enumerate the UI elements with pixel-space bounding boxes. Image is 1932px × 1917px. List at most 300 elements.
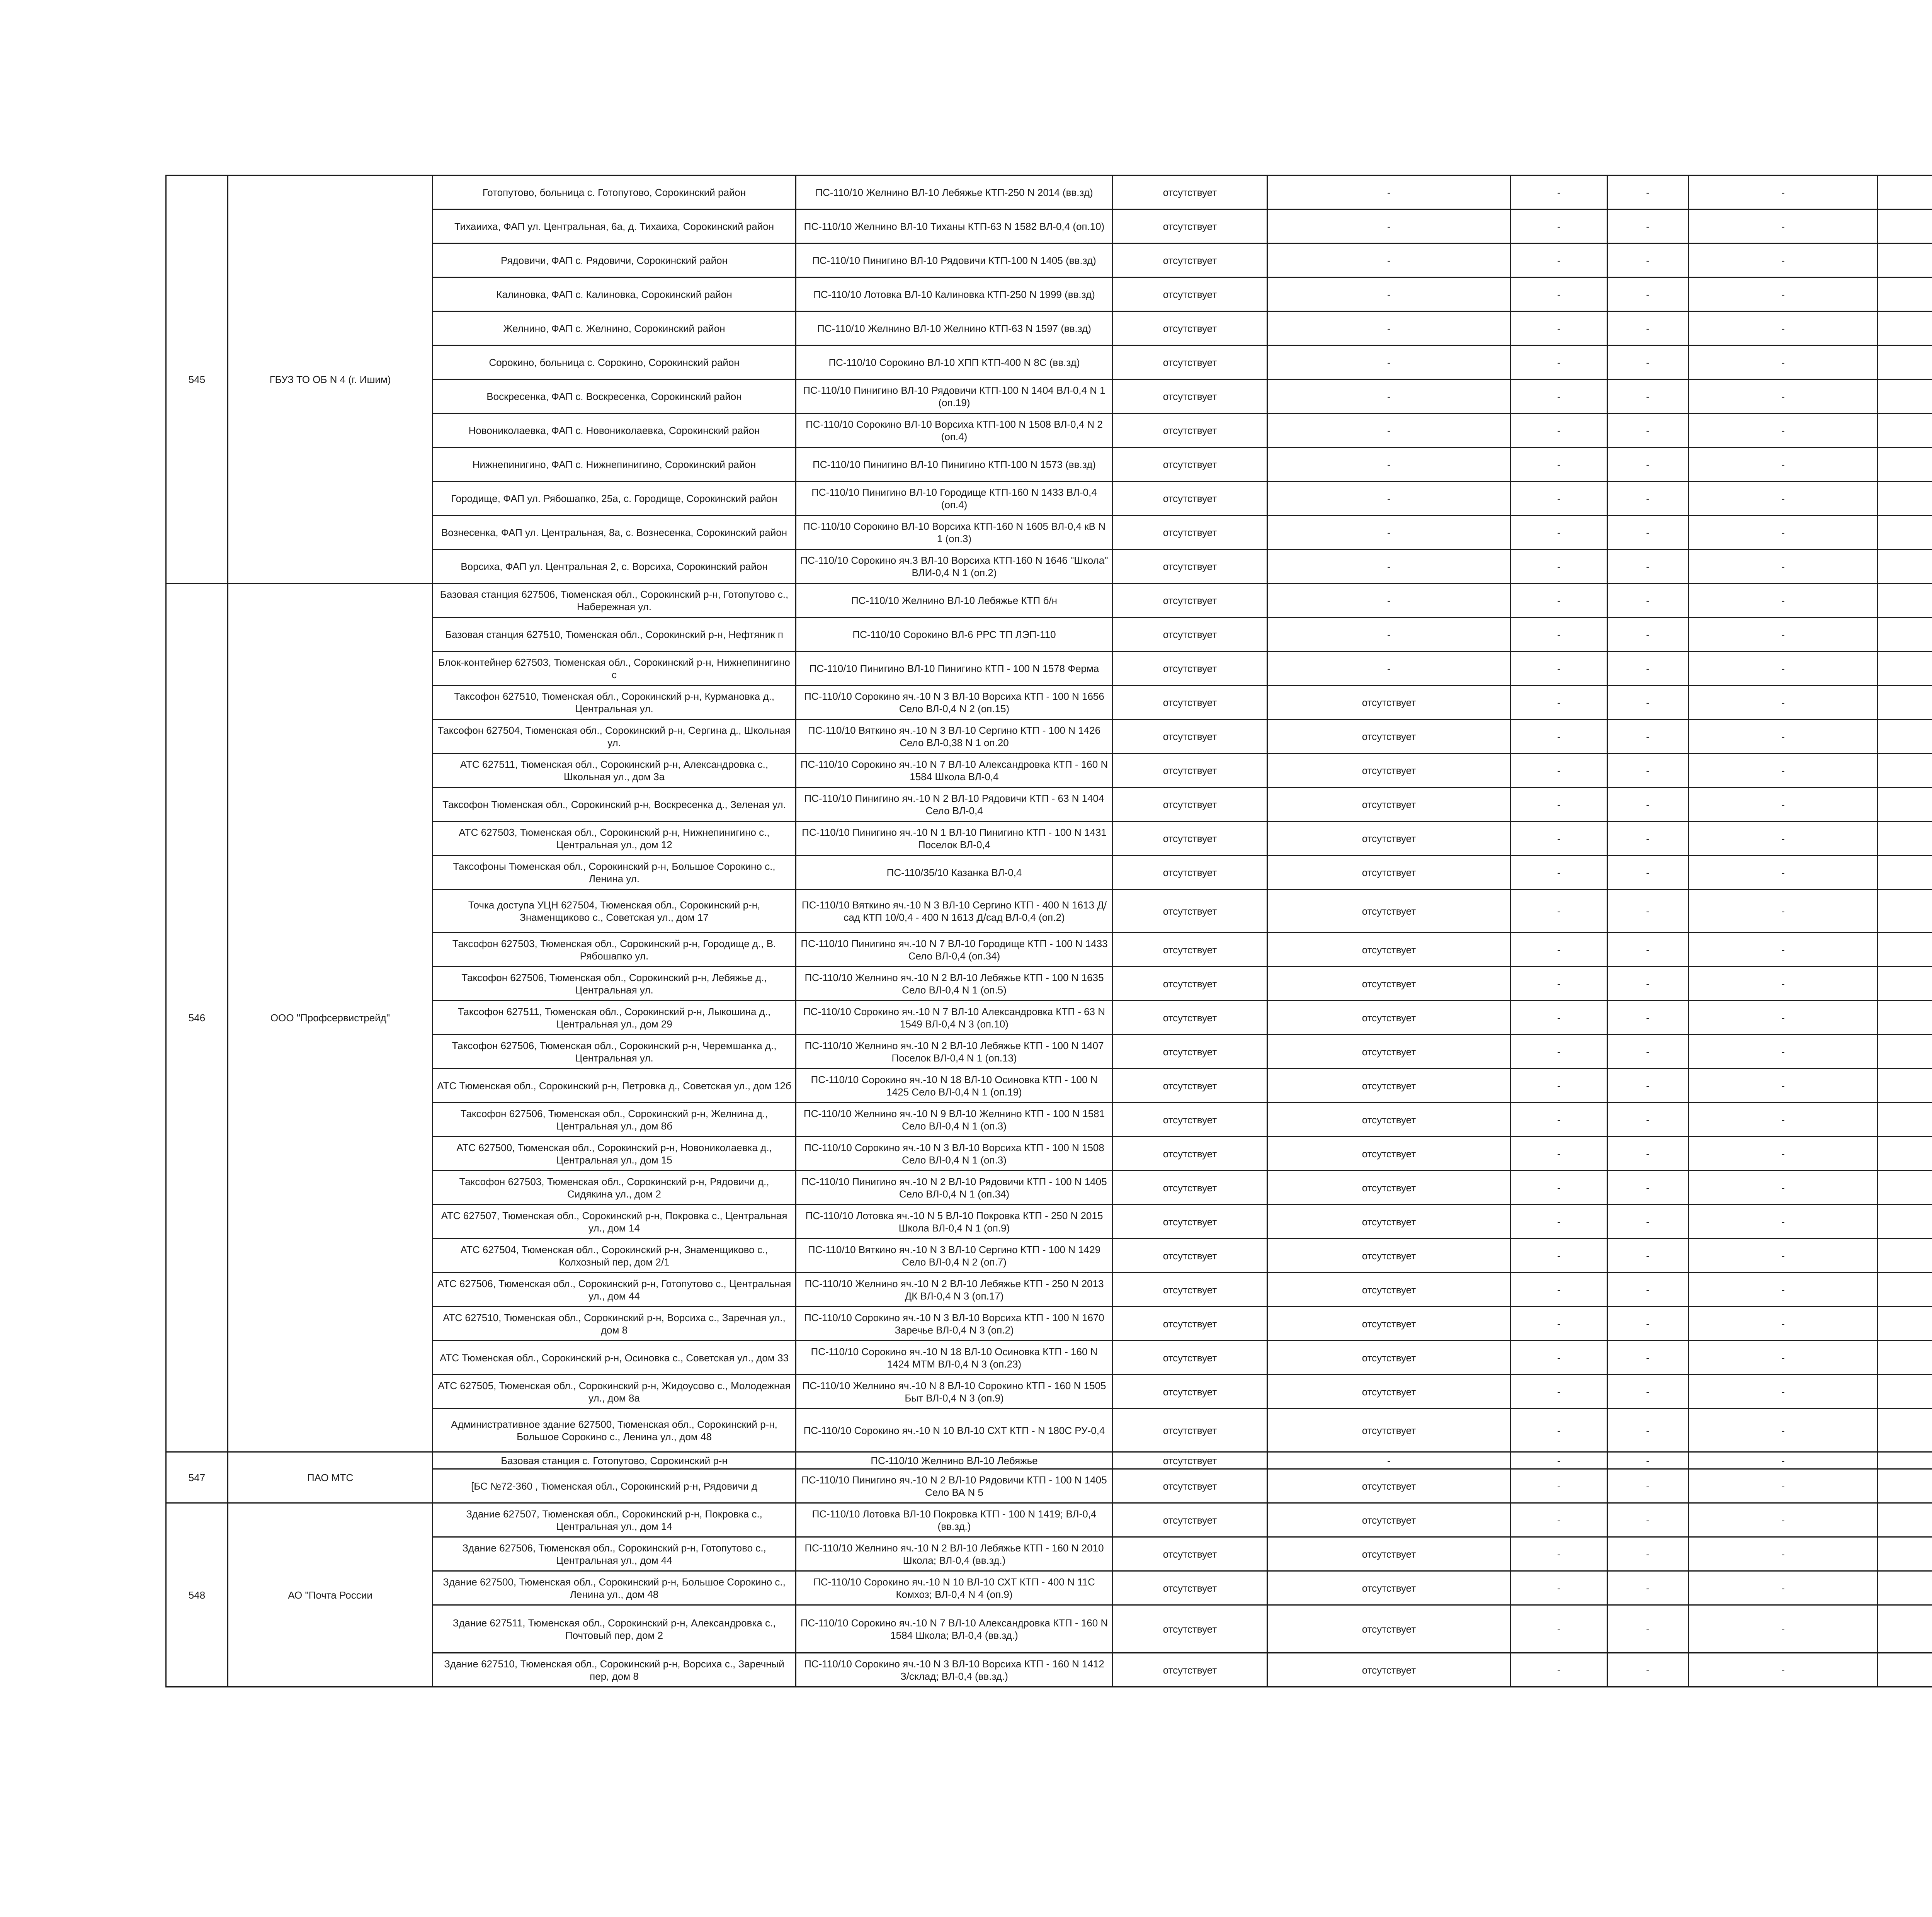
value-cell-c1: отсутствует <box>1113 1375 1267 1409</box>
value-cell-c3: - <box>1511 1171 1607 1205</box>
value-cell-c2: отсутствует <box>1267 890 1511 933</box>
power-source-cell: ПС-110/10 Желнино яч.-10 N 2 ВЛ-10 Лебяжье КТП - 100 N 1407 Поселок ВЛ-0,4 N 1 (оп.13) <box>796 1035 1113 1069</box>
value-cell-c2: отсутствует <box>1267 1375 1511 1409</box>
value-cell-c3: - <box>1511 1239 1607 1273</box>
value-cell-c5: - <box>1689 1503 1878 1537</box>
value-cell-c2: отсутствует <box>1267 1239 1511 1273</box>
value-cell-c6 <box>1878 1103 1932 1137</box>
value-cell-c6 <box>1878 1239 1932 1273</box>
table-row <box>166 1503 1932 1537</box>
value-cell-c1: отсутствует <box>1113 1409 1267 1452</box>
value-cell-c1: отсутствует <box>1113 617 1267 651</box>
value-cell-c4: - <box>1607 1103 1689 1137</box>
value-cell-c3: - <box>1511 1307 1607 1341</box>
power-source-cell: ПС-110/10 Пинигино яч.-10 N 2 ВЛ-10 Рядовичи КТП - 100 N 1405 Село ВА N 5 <box>796 1469 1113 1503</box>
value-cell-c6 <box>1878 754 1932 788</box>
value-cell-c4: - <box>1607 856 1689 890</box>
value-cell-c5: - <box>1689 1452 1878 1469</box>
value-cell-c1: отсутствует <box>1113 685 1267 720</box>
value-cell-c6 <box>1878 967 1932 1001</box>
value-cell-c5: - <box>1689 617 1878 651</box>
value-cell-c3: - <box>1511 967 1607 1001</box>
value-cell-c3: - <box>1511 1273 1607 1307</box>
value-cell-c1: отсутствует <box>1113 209 1267 243</box>
value-cell-c1: отсутствует <box>1113 967 1267 1001</box>
value-cell-c4: - <box>1607 583 1689 617</box>
value-cell-c3: - <box>1511 617 1607 651</box>
value-cell-c6 <box>1878 890 1932 933</box>
value-cell-c3: - <box>1511 1571 1607 1605</box>
value-cell-c1: отсутствует <box>1113 243 1267 277</box>
value-cell-c2: - <box>1267 481 1511 515</box>
object-address-cell: Здание 627507, Тюменская обл., Сорокинский р-н, Покровка с., Центральная ул., дом 14 <box>433 1503 796 1537</box>
value-cell-c3: - <box>1511 1605 1607 1653</box>
object-address-cell: [БС №72-360 , Тюменская обл., Сорокинский р-н, Рядовичи д <box>433 1469 796 1503</box>
value-cell-c1: отсутствует <box>1113 481 1267 515</box>
value-cell-c1: отсутствует <box>1113 1103 1267 1137</box>
power-source-cell: ПС-110/10 Сорокино яч.-10 N 10 ВЛ-10 СХТ КТП - N 180С РУ-0,4 <box>796 1409 1113 1452</box>
value-cell-c2: отсутствует <box>1267 754 1511 788</box>
value-cell-c4: - <box>1607 1503 1689 1537</box>
value-cell-c4: - <box>1607 685 1689 720</box>
value-cell-c2: - <box>1267 515 1511 549</box>
power-source-cell: ПС-110/10 Пинигино ВЛ-10 Пинигино КТП-100 N 1573 (вв.зд) <box>796 447 1113 481</box>
value-cell-c4: - <box>1607 243 1689 277</box>
power-source-cell: ПС-110/10 Желнино ВЛ-10 Лебяжье КТП б/н <box>796 583 1113 617</box>
value-cell-c3: - <box>1511 1653 1607 1687</box>
object-address-cell: Готопутово, больница с. Готопутово, Сорокинский район <box>433 175 796 209</box>
value-cell-c4: - <box>1607 1571 1689 1605</box>
object-address-cell: Нижнепинигино, ФАП с. Нижнепинигино, Сорокинский район <box>433 447 796 481</box>
value-cell-c4: - <box>1607 1035 1689 1069</box>
power-source-cell: ПС-110/10 Желнино яч.-10 N 2 ВЛ-10 Лебяжье КТП - 100 N 1635 Село ВЛ-0,4 N 1 (оп.5) <box>796 967 1113 1001</box>
value-cell-c6 <box>1878 549 1932 583</box>
value-cell-c3: - <box>1511 413 1607 447</box>
object-address-cell: Таксофон 627504, Тюменская обл., Сорокинский р-н, Сергина д., Школьная ул. <box>433 720 796 754</box>
object-address-cell: Таксофон 627506, Тюменская обл., Сорокинский р-н, Черемшанка д., Центральная ул. <box>433 1035 796 1069</box>
value-cell-c2: - <box>1267 583 1511 617</box>
power-source-cell: ПС-110/10 Желнино яч.-10 N 8 ВЛ-10 Сорокино КТП - 160 N 1505 Быт ВЛ-0,4 N 3 (оп.9) <box>796 1375 1113 1409</box>
value-cell-c1: отсутствует <box>1113 1035 1267 1069</box>
value-cell-c2: отсутствует <box>1267 1537 1511 1571</box>
value-cell-c6 <box>1878 1653 1932 1687</box>
value-cell-c3: - <box>1511 175 1607 209</box>
value-cell-c1: отсутствует <box>1113 515 1267 549</box>
value-cell-c6 <box>1878 243 1932 277</box>
value-cell-c2: отсутствует <box>1267 1653 1511 1687</box>
value-cell-c2: - <box>1267 311 1511 345</box>
power-source-cell: ПС-110/10 Сорокино яч.-10 N 3 ВЛ-10 Ворсиха КТП - 100 N 1508 Село ВЛ-0,4 N 1 (оп.3) <box>796 1137 1113 1171</box>
value-cell-c2: отсутствует <box>1267 1069 1511 1103</box>
value-cell-c5: - <box>1689 1571 1878 1605</box>
value-cell-c4: - <box>1607 617 1689 651</box>
object-address-cell: Тихаииха, ФАП ул. Центральная, 6а, д. Тихаиха, Сорокинский район <box>433 209 796 243</box>
value-cell-c6 <box>1878 1537 1932 1571</box>
value-cell-c5: - <box>1689 1307 1878 1341</box>
value-cell-c6 <box>1878 685 1932 720</box>
value-cell-c3: - <box>1511 1537 1607 1571</box>
value-cell-c1: отсутствует <box>1113 1171 1267 1205</box>
value-cell-c3: - <box>1511 549 1607 583</box>
object-address-cell: Здание 627510, Тюменская обл., Сорокинский р-н, Ворсиха с., Заречный пер, дом 8 <box>433 1653 796 1687</box>
value-cell-c1: отсутствует <box>1113 1653 1267 1687</box>
value-cell-c1: отсутствует <box>1113 549 1267 583</box>
object-address-cell: Городище, ФАП ул. Рябошапко, 25а, с. Городище, Сорокинский район <box>433 481 796 515</box>
value-cell-c3: - <box>1511 856 1607 890</box>
value-cell-c4: - <box>1607 1137 1689 1171</box>
value-cell-c4: - <box>1607 175 1689 209</box>
value-cell-c6 <box>1878 788 1932 822</box>
value-cell-c2: отсутствует <box>1267 1409 1511 1452</box>
table-row <box>166 583 1932 617</box>
object-address-cell: Ворсиха, ФАП ул. Центральная 2, с. Ворсиха, Сорокинский район <box>433 549 796 583</box>
value-cell-c5: - <box>1689 515 1878 549</box>
value-cell-c6 <box>1878 856 1932 890</box>
value-cell-c3: - <box>1511 933 1607 967</box>
value-cell-c2: - <box>1267 345 1511 379</box>
value-cell-c6 <box>1878 345 1932 379</box>
value-cell-c5: - <box>1689 788 1878 822</box>
object-address-cell: Блок-контейнер 627503, Тюменская обл., Сорокинский р-н, Нижнепинигино с <box>433 651 796 685</box>
object-address-cell: АТС 627503, Тюменская обл., Сорокинский р-н, Нижнепинигино с., Центральная ул., дом 12 <box>433 822 796 856</box>
value-cell-c1: отсутствует <box>1113 856 1267 890</box>
value-cell-c3: - <box>1511 1069 1607 1103</box>
value-cell-c4: - <box>1607 1375 1689 1409</box>
group-number-cell: 547 <box>166 1452 228 1503</box>
power-source-cell: ПС-110/10 Сорокино яч.-10 N 7 ВЛ-10 Александровка КТП - 160 N 1584 Школа; ВЛ-0,4 (вв.зд.) <box>796 1605 1113 1653</box>
value-cell-c6 <box>1878 933 1932 967</box>
value-cell-c5: - <box>1689 175 1878 209</box>
value-cell-c4: - <box>1607 1069 1689 1103</box>
object-address-cell: АТС 627506, Тюменская обл., Сорокинский р-н, Готопутово с., Центральная ул., дом 44 <box>433 1273 796 1307</box>
object-address-cell: Здание 627506, Тюменская обл., Сорокинский р-н, Готопутово с., Центральная ул., дом 44 <box>433 1537 796 1571</box>
value-cell-c6 <box>1878 1171 1932 1205</box>
value-cell-c3: - <box>1511 379 1607 413</box>
value-cell-c1: отсутствует <box>1113 1605 1267 1653</box>
value-cell-c1: отсутствует <box>1113 277 1267 311</box>
value-cell-c2: отсутствует <box>1267 1171 1511 1205</box>
value-cell-c6 <box>1878 1307 1932 1341</box>
value-cell-c2: отсутствует <box>1267 1273 1511 1307</box>
value-cell-c2: - <box>1267 379 1511 413</box>
table-row <box>166 1452 1932 1469</box>
value-cell-c4: - <box>1607 277 1689 311</box>
power-source-cell: ПС-110/10 Сорокино яч.3 ВЛ-10 Ворсиха КТП-160 N 1646 "Школа" ВЛИ-0,4 N 1 (оп.2) <box>796 549 1113 583</box>
value-cell-c1: отсутствует <box>1113 1069 1267 1103</box>
data-table <box>165 175 1932 1687</box>
value-cell-c4: - <box>1607 311 1689 345</box>
object-address-cell: Административное здание 627500, Тюменская обл., Сорокинский р-н, Большое Сорокино с., Ленина ул., дом 48 <box>433 1409 796 1452</box>
value-cell-c5: - <box>1689 822 1878 856</box>
value-cell-c1: отсутствует <box>1113 1571 1267 1605</box>
object-address-cell: Точка доступа УЦН 627504, Тюменская обл., Сорокинский р-н, Знаменщиково с., Советская ул., дом 17 <box>433 890 796 933</box>
value-cell-c3: - <box>1511 1001 1607 1035</box>
value-cell-c2: отсутствует <box>1267 933 1511 967</box>
value-cell-c5: - <box>1689 1273 1878 1307</box>
document-sheet <box>165 175 1932 1687</box>
object-address-cell: Желнино, ФАП с. Желнино, Сорокинский район <box>433 311 796 345</box>
group-number-cell: 545 <box>166 175 228 583</box>
value-cell-c5: - <box>1689 1469 1878 1503</box>
value-cell-c5: - <box>1689 1605 1878 1653</box>
power-source-cell: ПС-110/10 Сорокино ВЛ-10 Ворсиха КТП-160 N 1605 ВЛ-0,4 кВ N 1 (оп.3) <box>796 515 1113 549</box>
value-cell-c2: отсутствует <box>1267 856 1511 890</box>
power-source-cell: ПС-110/10 Желнино ВЛ-10 Желнино КТП-63 N 1597 (вв.зд) <box>796 311 1113 345</box>
value-cell-c6 <box>1878 1035 1932 1069</box>
value-cell-c5: - <box>1689 447 1878 481</box>
value-cell-c3: - <box>1511 209 1607 243</box>
power-source-cell: ПС-110/10 Желнино яч.-10 N 2 ВЛ-10 Лебяжье КТП - 250 N 2013 ДК ВЛ-0,4 N 3 (оп.17) <box>796 1273 1113 1307</box>
object-address-cell: Рядовичи, ФАП с. Рядовичи, Сорокинский район <box>433 243 796 277</box>
value-cell-c6 <box>1878 1409 1932 1452</box>
power-source-cell: ПС-110/10 Желнино ВЛ-10 Лебяжье <box>796 1452 1113 1469</box>
value-cell-c3: - <box>1511 1103 1607 1137</box>
power-source-cell: ПС-110/10 Вяткино яч.-10 N 3 ВЛ-10 Сергино КТП - 400 N 1613 Д/сад КТП 10/0,4 - 400 N 1613 Д/сад ВЛ-0,4 (оп.2) <box>796 890 1113 933</box>
value-cell-c4: - <box>1607 379 1689 413</box>
value-cell-c1: отсутствует <box>1113 1537 1267 1571</box>
power-source-cell: ПС-110/10 Сорокино яч.-10 N 7 ВЛ-10 Александровка КТП - 63 N 1549 ВЛ-0,4 N 3 (оп.10) <box>796 1001 1113 1035</box>
value-cell-c1: отсутствует <box>1113 1452 1267 1469</box>
value-cell-c5: - <box>1689 1035 1878 1069</box>
power-source-cell: ПС-110/10 Сорокино яч.-10 N 18 ВЛ-10 Осиновка КТП - 160 N 1424 МТМ ВЛ-0,4 N 3 (оп.23) <box>796 1341 1113 1375</box>
value-cell-c4: - <box>1607 209 1689 243</box>
object-address-cell: Воскресенка, ФАП с. Воскресенка, Сорокинский район <box>433 379 796 413</box>
value-cell-c3: - <box>1511 345 1607 379</box>
object-address-cell: Базовая станция 627506, Тюменская обл., Сорокинский р-н, Готопутово с., Набережная ул. <box>433 583 796 617</box>
power-source-cell: ПС-110/10 Желнино ВЛ-10 Тиханы КТП-63 N 1582 ВЛ-0,4 (оп.10) <box>796 209 1113 243</box>
value-cell-c2: - <box>1267 277 1511 311</box>
object-address-cell: Калиновка, ФАП с. Калиновка, Сорокинский район <box>433 277 796 311</box>
value-cell-c5: - <box>1689 277 1878 311</box>
value-cell-c4: - <box>1607 720 1689 754</box>
power-source-cell: ПС-110/10 Пинигино ВЛ-10 Пинигино КТП - 100 N 1578 Ферма <box>796 651 1113 685</box>
power-source-cell: ПС-110/10 Сорокино яч.-10 N 10 ВЛ-10 СХТ КТП - 400 N 11С Комхоз; ВЛ-0,4 N 4 (оп.9) <box>796 1571 1113 1605</box>
object-address-cell: АТС 627505, Тюменская обл., Сорокинский р-н, Жидоусово с., Молодежная ул., дом 8а <box>433 1375 796 1409</box>
value-cell-c5: - <box>1689 967 1878 1001</box>
value-cell-c6 <box>1878 1341 1932 1375</box>
value-cell-c5: - <box>1689 481 1878 515</box>
value-cell-c2: - <box>1267 209 1511 243</box>
value-cell-c2: - <box>1267 549 1511 583</box>
value-cell-c6 <box>1878 720 1932 754</box>
value-cell-c5: - <box>1689 549 1878 583</box>
value-cell-c5: - <box>1689 243 1878 277</box>
object-address-cell: Сорокино, больница с. Сорокино, Сорокинский район <box>433 345 796 379</box>
value-cell-c5: - <box>1689 1137 1878 1171</box>
value-cell-c2: отсутствует <box>1267 967 1511 1001</box>
value-cell-c4: - <box>1607 1452 1689 1469</box>
value-cell-c4: - <box>1607 515 1689 549</box>
value-cell-c4: - <box>1607 1239 1689 1273</box>
value-cell-c4: - <box>1607 1605 1689 1653</box>
value-cell-c4: - <box>1607 1171 1689 1205</box>
value-cell-c4: - <box>1607 1307 1689 1341</box>
power-source-cell: ПС-110/10 Сорокино яч.-10 N 7 ВЛ-10 Александровка КТП - 160 N 1584 Школа ВЛ-0,4 <box>796 754 1113 788</box>
value-cell-c2: отсутствует <box>1267 720 1511 754</box>
organization-cell: ПАО МТС <box>228 1452 433 1503</box>
value-cell-c5: - <box>1689 1653 1878 1687</box>
object-address-cell: Таксофон 627506, Тюменская обл., Сорокинский р-н, Лебяжье д., Центральная ул. <box>433 967 796 1001</box>
value-cell-c4: - <box>1607 890 1689 933</box>
organization-cell: ООО "Профсервистрейд" <box>228 583 433 1452</box>
value-cell-c4: - <box>1607 447 1689 481</box>
object-address-cell: Базовая станция 627510, Тюменская обл., Сорокинский р-н, Нефтяник п <box>433 617 796 651</box>
value-cell-c5: - <box>1689 1069 1878 1103</box>
value-cell-c1: отсутствует <box>1113 311 1267 345</box>
group-number-cell: 546 <box>166 583 228 1452</box>
value-cell-c2: отсутствует <box>1267 1307 1511 1341</box>
value-cell-c5: - <box>1689 685 1878 720</box>
value-cell-c5: - <box>1689 754 1878 788</box>
value-cell-c2: - <box>1267 1452 1511 1469</box>
power-source-cell: ПС-110/10 Желнино яч.-10 N 2 ВЛ-10 Лебяжье КТП - 160 N 2010 Школа; ВЛ-0,4 (вв.зд.) <box>796 1537 1113 1571</box>
power-source-cell: ПС-110/10 Лотовка яч.-10 N 5 ВЛ-10 Покровка КТП - 250 N 2015 Школа ВЛ-0,4 N 1 (оп.9) <box>796 1205 1113 1239</box>
group-number-cell: 548 <box>166 1503 228 1687</box>
power-source-cell: ПС-110/35/10 Казанка ВЛ-0,4 <box>796 856 1113 890</box>
object-address-cell: Здание 627511, Тюменская обл., Сорокинский р-н, Александровка с., Почтовый пер, дом 2 <box>433 1605 796 1653</box>
value-cell-c6 <box>1878 379 1932 413</box>
value-cell-c1: отсутствует <box>1113 754 1267 788</box>
object-address-cell: Таксофон Тюменская обл., Сорокинский р-н, Воскресенка д., Зеленая ул. <box>433 788 796 822</box>
power-source-cell: ПС-110/10 Сорокино ВЛ-6 РРС ТП ЛЭП-110 <box>796 617 1113 651</box>
value-cell-c5: - <box>1689 720 1878 754</box>
value-cell-c5: - <box>1689 1409 1878 1452</box>
value-cell-c1: отсутствует <box>1113 379 1267 413</box>
object-address-cell: АТС 627500, Тюменская обл., Сорокинский р-н, Новониколаевка д., Центральная ул., дом 15 <box>433 1137 796 1171</box>
power-source-cell: ПС-110/10 Сорокино ВЛ-10 ХПП КТП-400 N 8С (вв.зд) <box>796 345 1113 379</box>
power-source-cell: ПС-110/10 Сорокино яч.-10 N 3 ВЛ-10 Ворсиха КТП - 160 N 1412 З/склад; ВЛ-0,4 (вв.зд.) <box>796 1653 1113 1687</box>
object-address-cell: АТС 627507, Тюменская обл., Сорокинский р-н, Покровка с., Центральная ул., дом 14 <box>433 1205 796 1239</box>
object-address-cell: Здание 627500, Тюменская обл., Сорокинский р-н, Большое Сорокино с., Ленина ул., дом 48 <box>433 1571 796 1605</box>
value-cell-c4: - <box>1607 1537 1689 1571</box>
power-source-cell: ПС-110/10 Пинигино яч.-10 N 2 ВЛ-10 Рядовичи КТП - 63 N 1404 Село ВЛ-0,4 <box>796 788 1113 822</box>
value-cell-c2: отсутствует <box>1267 1001 1511 1035</box>
value-cell-c6 <box>1878 1503 1932 1537</box>
organization-cell: ГБУЗ ТО ОБ N 4 (г. Ишим) <box>228 175 433 583</box>
value-cell-c6 <box>1878 413 1932 447</box>
value-cell-c5: - <box>1689 209 1878 243</box>
table-row <box>166 175 1932 209</box>
value-cell-c5: - <box>1689 933 1878 967</box>
value-cell-c6 <box>1878 583 1932 617</box>
power-source-cell: ПС-110/10 Лотовка ВЛ-10 Покровка КТП - 100 N 1419; ВЛ-0,4 (вв.зд.) <box>796 1503 1113 1537</box>
value-cell-c5: - <box>1689 1103 1878 1137</box>
value-cell-c1: отсутствует <box>1113 583 1267 617</box>
value-cell-c5: - <box>1689 1001 1878 1035</box>
value-cell-c2: отсутствует <box>1267 1137 1511 1171</box>
value-cell-c5: - <box>1689 651 1878 685</box>
value-cell-c2: отсутствует <box>1267 822 1511 856</box>
value-cell-c1: отсутствует <box>1113 890 1267 933</box>
value-cell-c3: - <box>1511 788 1607 822</box>
value-cell-c2: отсутствует <box>1267 1605 1511 1653</box>
value-cell-c6 <box>1878 447 1932 481</box>
value-cell-c6 <box>1878 822 1932 856</box>
value-cell-c1: отсутствует <box>1113 447 1267 481</box>
value-cell-c6 <box>1878 277 1932 311</box>
power-source-cell: ПС-110/10 Пинигино ВЛ-10 Рядовичи КТП-100 N 1405 (вв.зд) <box>796 243 1113 277</box>
value-cell-c2: - <box>1267 175 1511 209</box>
value-cell-c4: - <box>1607 1273 1689 1307</box>
value-cell-c5: - <box>1689 1171 1878 1205</box>
object-address-cell: АТС 627510, Тюменская обл., Сорокинский р-н, Ворсиха с., Заречная ул., дом 8 <box>433 1307 796 1341</box>
value-cell-c4: - <box>1607 1001 1689 1035</box>
value-cell-c5: - <box>1689 1537 1878 1571</box>
object-address-cell: АТС 627511, Тюменская обл., Сорокинский р-н, Александровка с., Школьная ул., дом 3а <box>433 754 796 788</box>
value-cell-c4: - <box>1607 822 1689 856</box>
value-cell-c1: отсутствует <box>1113 720 1267 754</box>
value-cell-c3: - <box>1511 1409 1607 1452</box>
object-address-cell: Новониколаевка, ФАП с. Новониколаевка, Сорокинский район <box>433 413 796 447</box>
value-cell-c4: - <box>1607 481 1689 515</box>
value-cell-c4: - <box>1607 754 1689 788</box>
power-source-cell: ПС-110/10 Вяткино яч.-10 N 3 ВЛ-10 Сергино КТП - 100 N 1429 Село ВЛ-0,4 N 2 (оп.7) <box>796 1239 1113 1273</box>
value-cell-c1: отсутствует <box>1113 345 1267 379</box>
object-address-cell: Таксофоны Тюменская обл., Сорокинский р-н, Большое Сорокино с., Ленина ул. <box>433 856 796 890</box>
value-cell-c6 <box>1878 1375 1932 1409</box>
value-cell-c5: - <box>1689 1205 1878 1239</box>
value-cell-c3: - <box>1511 1341 1607 1375</box>
value-cell-c6 <box>1878 651 1932 685</box>
value-cell-c6 <box>1878 175 1932 209</box>
value-cell-c3: - <box>1511 447 1607 481</box>
value-cell-c6 <box>1878 1452 1932 1469</box>
value-cell-c1: отсутствует <box>1113 1307 1267 1341</box>
value-cell-c3: - <box>1511 1035 1607 1069</box>
object-address-cell: АТС 627504, Тюменская обл., Сорокинский р-н, Знаменщиково с., Колхозный пер, дом 2/1 <box>433 1239 796 1273</box>
object-address-cell: Таксофон 627506, Тюменская обл., Сорокинский р-н, Желнина д., Центральная ул., дом 8б <box>433 1103 796 1137</box>
power-source-cell: ПС-110/10 Пинигино ВЛ-10 Городище КТП-160 N 1433 ВЛ-0,4 (оп.4) <box>796 481 1113 515</box>
value-cell-c5: - <box>1689 379 1878 413</box>
value-cell-c2: отсутствует <box>1267 1035 1511 1069</box>
value-cell-c1: отсутствует <box>1113 788 1267 822</box>
value-cell-c3: - <box>1511 515 1607 549</box>
value-cell-c5: - <box>1689 583 1878 617</box>
value-cell-c1: отсутствует <box>1113 651 1267 685</box>
value-cell-c4: - <box>1607 651 1689 685</box>
value-cell-c3: - <box>1511 754 1607 788</box>
power-source-cell: ПС-110/10 Пинигино яч.-10 N 2 ВЛ-10 Рядовичи КТП - 100 N 1405 Село ВЛ-0,4 N 1 (оп.34) <box>796 1171 1113 1205</box>
value-cell-c2: - <box>1267 617 1511 651</box>
value-cell-c3: - <box>1511 1452 1607 1469</box>
value-cell-c3: - <box>1511 1469 1607 1503</box>
table-body <box>166 175 1932 1687</box>
value-cell-c3: - <box>1511 1375 1607 1409</box>
value-cell-c1: отсутствует <box>1113 413 1267 447</box>
value-cell-c1: отсутствует <box>1113 1137 1267 1171</box>
value-cell-c3: - <box>1511 1503 1607 1537</box>
power-source-cell: ПС-110/10 Пинигино яч.-10 N 7 ВЛ-10 Городище КТП - 100 N 1433 Село ВЛ-0,4 (оп.34) <box>796 933 1113 967</box>
value-cell-c1: отсутствует <box>1113 175 1267 209</box>
value-cell-c1: отсутствует <box>1113 1001 1267 1035</box>
object-address-cell: АТС Тюменская обл., Сорокинский р-н, Петровка д., Советская ул., дом 12б <box>433 1069 796 1103</box>
value-cell-c2: отсутствует <box>1267 1205 1511 1239</box>
value-cell-c3: - <box>1511 651 1607 685</box>
value-cell-c3: - <box>1511 243 1607 277</box>
power-source-cell: ПС-110/10 Сорокино яч.-10 N 3 ВЛ-10 Ворсиха КТП - 100 N 1670 Заречье ВЛ-0,4 N 3 (оп.2) <box>796 1307 1113 1341</box>
value-cell-c2: отсутствует <box>1267 685 1511 720</box>
value-cell-c1: отсутствует <box>1113 822 1267 856</box>
value-cell-c3: - <box>1511 890 1607 933</box>
value-cell-c2: отсутствует <box>1267 1103 1511 1137</box>
value-cell-c6 <box>1878 1069 1932 1103</box>
value-cell-c2: - <box>1267 243 1511 277</box>
value-cell-c4: - <box>1607 788 1689 822</box>
value-cell-c2: - <box>1267 447 1511 481</box>
value-cell-c6 <box>1878 617 1932 651</box>
value-cell-c3: - <box>1511 311 1607 345</box>
value-cell-c1: отсутствует <box>1113 1341 1267 1375</box>
